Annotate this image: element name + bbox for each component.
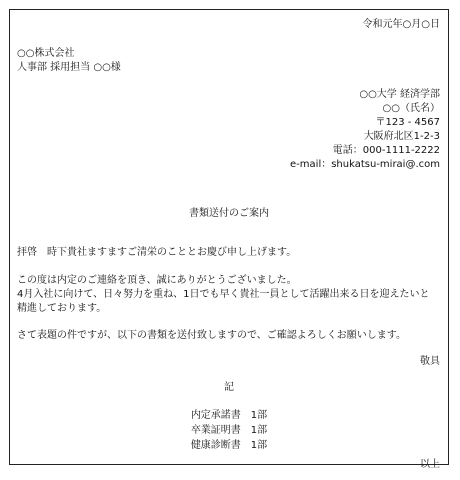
end-ijou: 以上 — [420, 459, 440, 470]
sender-email: e-mail：shukatsu-mirai@.com — [290, 159, 440, 170]
subject-title: 書類送付のご案内 — [189, 208, 269, 219]
letter-date: 令和元年○月○日 — [362, 19, 440, 30]
document-item: 健康診断書 1部 — [190, 440, 268, 451]
sender-postal: 〒123 - 4567 — [375, 117, 440, 128]
letter-page — [9, 9, 449, 470]
body-paragraph-3: さて表題の件ですが、以下の書類を送付致しますので、ご確認よろしくお願いします。 — [17, 330, 406, 341]
body-paragraph-1: この度は内定のご連絡を頂き、誠にありがとうございました。 — [17, 275, 297, 286]
sender-address: 大阪府北区1-2-3 — [363, 131, 440, 142]
ki-heading: 記 — [224, 382, 234, 393]
sender-phone: 電話：000-1111-2222 — [332, 145, 440, 156]
sender-name: ○○（氏名） — [382, 103, 440, 114]
body-paragraph-2: 4月入社に向けて、日々努力を重ね、1日でも早く貴社一員として活躍出来る日を迎えたいと精進しております。 — [17, 289, 430, 314]
sender-university: ○○大学 経済学部 — [359, 89, 440, 100]
document-item: 卒業証明書 1部 — [190, 425, 268, 436]
document-item: 内定承諾書 1部 — [190, 410, 268, 421]
document-list — [10, 408, 448, 453]
greeting-text: 拝啓 時下貴社ますますご清栄のこととお慶び申し上げます。 — [17, 247, 297, 258]
recipient-person: 人事部 採用担当 ○○様 — [17, 62, 121, 73]
closing-keigu: 敬具 — [420, 356, 440, 367]
recipient-company: ○○株式会社 — [17, 48, 75, 59]
